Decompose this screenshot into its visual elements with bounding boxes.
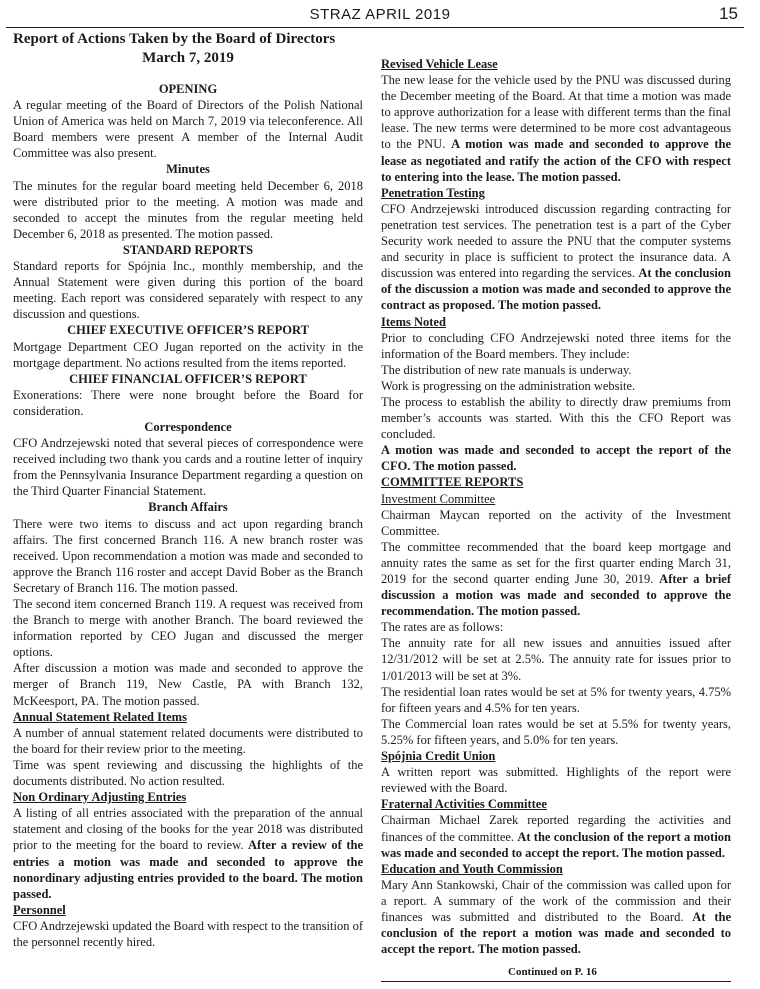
cfo-report-heading: CHIEF FINANCIAL OFFICER’S REPORT: [69, 371, 307, 386]
personnel-heading: Personnel: [13, 902, 66, 917]
fraternal-motion: At the conclusion of the report a motion was made and seconded to accept the report. The motion passed.: [381, 829, 731, 860]
credit-union-paragraph: A written report was submitted. Highlights of the report were reviewed with the Board.: [381, 765, 731, 796]
penetration-testing-heading: Penetration Testing: [381, 185, 485, 200]
continued-note: Continued on P. 16: [508, 966, 597, 978]
branch-affairs-paragraph-2: The second item concerned Branch 119. A request was received from the Branch to merge with another Branch. The board reviewed the information reported by CEO Jugan and discussed the merger options.: [13, 597, 363, 660]
correspondence-paragraph: CFO Andrzejewski noted that several pieces of correspondence were received including two thank you cards and a routine letter of inquiry from the Pennsylvania Insurance Department regarding a question on the Third Quarter Financial Statement.: [13, 436, 363, 499]
penetration-testing-paragraph: [381, 201, 731, 314]
vehicle-lease-heading: Revised Vehicle Lease: [381, 57, 498, 71]
items-noted-heading: Items Noted: [381, 314, 446, 329]
personnel-paragraph: CFO Andrzejewski updated the Board with respect to the transition of the personnel recently hired.: [13, 918, 363, 949]
annual-statement-heading: Annual Statement Related Items: [13, 709, 187, 724]
page-header: [0, 0, 760, 26]
committee-reports-heading: COMMITTEE REPORTS: [381, 475, 524, 490]
penetration-testing-text: CFO Andrzejewski introduced discussion regarding contracting for penetration test services. The penetration test is a part of the Cyber Security work needed to assure the PNU that the computer systems and security in place is sufficient to protect the insurance data. A discussion was entered into regarding the services.: [381, 201, 731, 281]
standard-reports-paragraph: Standard reports for Spójnia Inc., monthly membership, and the Annual Statement were given during this portion of the board meeting. Each report was considered separately with respect to any discussion and questions.: [13, 259, 363, 322]
annual-statement-paragraph-2: Time was spent reviewing and discussing the highlights of the documents distributed. No action resulted.: [13, 757, 363, 789]
standard-reports-heading: STANDARD REPORTS: [122, 242, 254, 257]
branch-affairs-heading: Branch Affairs: [148, 500, 228, 515]
investment-text: The committee recommended that the board keep mortgage and annuity rates the same as set for the first quarter ending March 31, 2019 for the second quarter ending June 30, 2019.: [381, 539, 731, 586]
rates-intro: The rates are as follows:: [381, 620, 504, 635]
education-motion: At the conclusion of the report a motion was made and seconded to accept the report. The motion passed.: [381, 909, 731, 957]
investment-committee-heading: Investment Committee: [381, 491, 496, 506]
branch-affairs-paragraph-3: After discussion a motion was made and seconded to approve the merger of Branch 119, New Castle, PA with Branch 132, McKeesport, PA. The motion passed.: [13, 661, 363, 708]
branch-affairs-paragraph-1: There were two items to discuss and act upon regarding branch affairs. The first concerned Branch 116. A new branch roster was received. Upon recommendation a motion was made and seconded to approve the Branch 116 roster and accept David Bober as the Branch Secretary of Branch 116. The motion passed.: [13, 516, 363, 595]
items-noted-paragraph-1: Prior to concluding CFO Andrzejewski noted three items for the information of the Board members. They include:: [381, 330, 731, 361]
ceo-report-paragraph: Mortgage Department CEO Jugan reported on the activity in the mortgage department. No actions resulted from the items reported.: [13, 339, 363, 370]
penetration-testing-motion: At the conclusion of the discussion a motion was made and seconded to approve the contract as proposed. The motion passed.: [381, 266, 731, 313]
non-ordinary-motion: After a review of the entries a motion was made and seconded to approve the nonordinary adjusting entries provided to the board. The motion passed.: [13, 838, 363, 901]
non-ordinary-text: A listing of all entries associated with the preparation of the annual statement and closing of the books for the year 2018 was distributed prior to the meeting for the board to review.: [13, 806, 363, 853]
annual-statement-paragraph-1: A number of annual statement related documents were distributed to the board for their review prior to the meeting.: [13, 725, 363, 756]
left-column: [13, 30, 363, 950]
items-noted-paragraph-2: The distribution of new rate manuals is underway.: [381, 362, 632, 377]
non-ordinary-paragraph: [13, 805, 363, 902]
fraternal-text: Chairman Michael Zarek reported regarding the activities and finances of the committee.: [381, 813, 731, 844]
commercial-rates-paragraph: The Commercial loan rates would be set at 5.5% for twenty years, 5.25% for fifteen years, and 5.0% for ten years.: [381, 716, 731, 747]
opening-paragraph: A regular meeting of the Board of Directors of the Polish National Union of America was held on March 7, 2019 via teleconference. All Board members were present A member of the Internal Audit Committee was also present.: [13, 98, 363, 161]
right-column: [381, 56, 731, 957]
items-noted-paragraph-4: The process to establish the ability to directly draw premiums from member’s accounts was started. With this the CFO Report was concluded.: [381, 394, 731, 442]
education-heading: Education and Youth Commission: [381, 861, 563, 876]
vehicle-lease-paragraph: [381, 72, 731, 185]
ceo-report-heading: CHIEF EXECUTIVE OFFICER’S REPORT: [67, 323, 309, 338]
vehicle-lease-motion: A motion was made and seconded to approve the lease as negotiated and ratify the action of the CFO with respect to entering into the lease. The motion passed.: [381, 137, 732, 184]
minutes-heading: Minutes: [166, 162, 210, 177]
minutes-paragraph: The minutes for the regular board meeting held December 6, 2018 were distributed prior to the meeting. A motion was made and seconded to accept the minutes from the regular meeting held December 6, 2018 as presented. The motion passed.: [13, 178, 363, 241]
credit-union-heading: Spójnia Credit Union: [381, 749, 496, 764]
publication-title: STRAZ APRIL 2019: [309, 6, 451, 23]
fraternal-paragraph: [381, 812, 731, 860]
education-text: Mary Ann Stankowski, Chair of the commission was called upon for a report. A summary of the work of the commission and their finances was submitted and distributed to the Board.: [381, 877, 731, 924]
residential-rates-paragraph: The residential loan rates would be set at 5% for twenty years, 4.75% for fifteen years and 4.5% for ten years.: [381, 684, 731, 715]
article-date: March 7, 2019: [142, 50, 234, 66]
cfo-report-motion: A motion was made and seconded to accept the report of the CFO. The motion passed.: [381, 443, 731, 474]
cfo-report-paragraph: Exonerations: There were none brought before the Board for consideration.: [13, 387, 363, 418]
investment-paragraph-1: Chairman Maycan reported on the activity of the Investment Committee.: [381, 507, 731, 538]
education-paragraph: [381, 877, 731, 957]
items-noted-paragraph-3: Work is progressing on the administration website.: [381, 378, 636, 393]
bottom-rule: [381, 981, 731, 982]
page-number: 15: [719, 4, 738, 23]
non-ordinary-heading: Non Ordinary Adjusting Entries: [13, 790, 187, 805]
investment-motion: After a brief discussion a motion was made and seconded to approve the recommendation. The motion passed.: [381, 572, 732, 619]
correspondence-heading: Correspondence: [144, 419, 232, 434]
header-rule: [6, 27, 744, 28]
investment-paragraph-2: [381, 539, 731, 619]
annuity-rates-paragraph: The annuity rate for all new issues and annuities issued after 12/31/2012 will be set at 2.5%. The annuity rate for issues prior to 1/01/2013 will be set at 3%.: [381, 636, 731, 683]
vehicle-lease-text: The new lease for the vehicle used by the PNU was discussed during the December meeting of the Board. At that time a motion was made to approve authorization for a lease with different terms than the final lease. The new terms were determined to be more cost advantageous to the PNU.: [381, 73, 731, 152]
article-title: Report of Actions Taken by the Board of Directors: [13, 31, 336, 47]
fraternal-heading: Fraternal Activities Committee: [381, 797, 547, 812]
opening-heading: OPENING: [158, 82, 218, 96]
